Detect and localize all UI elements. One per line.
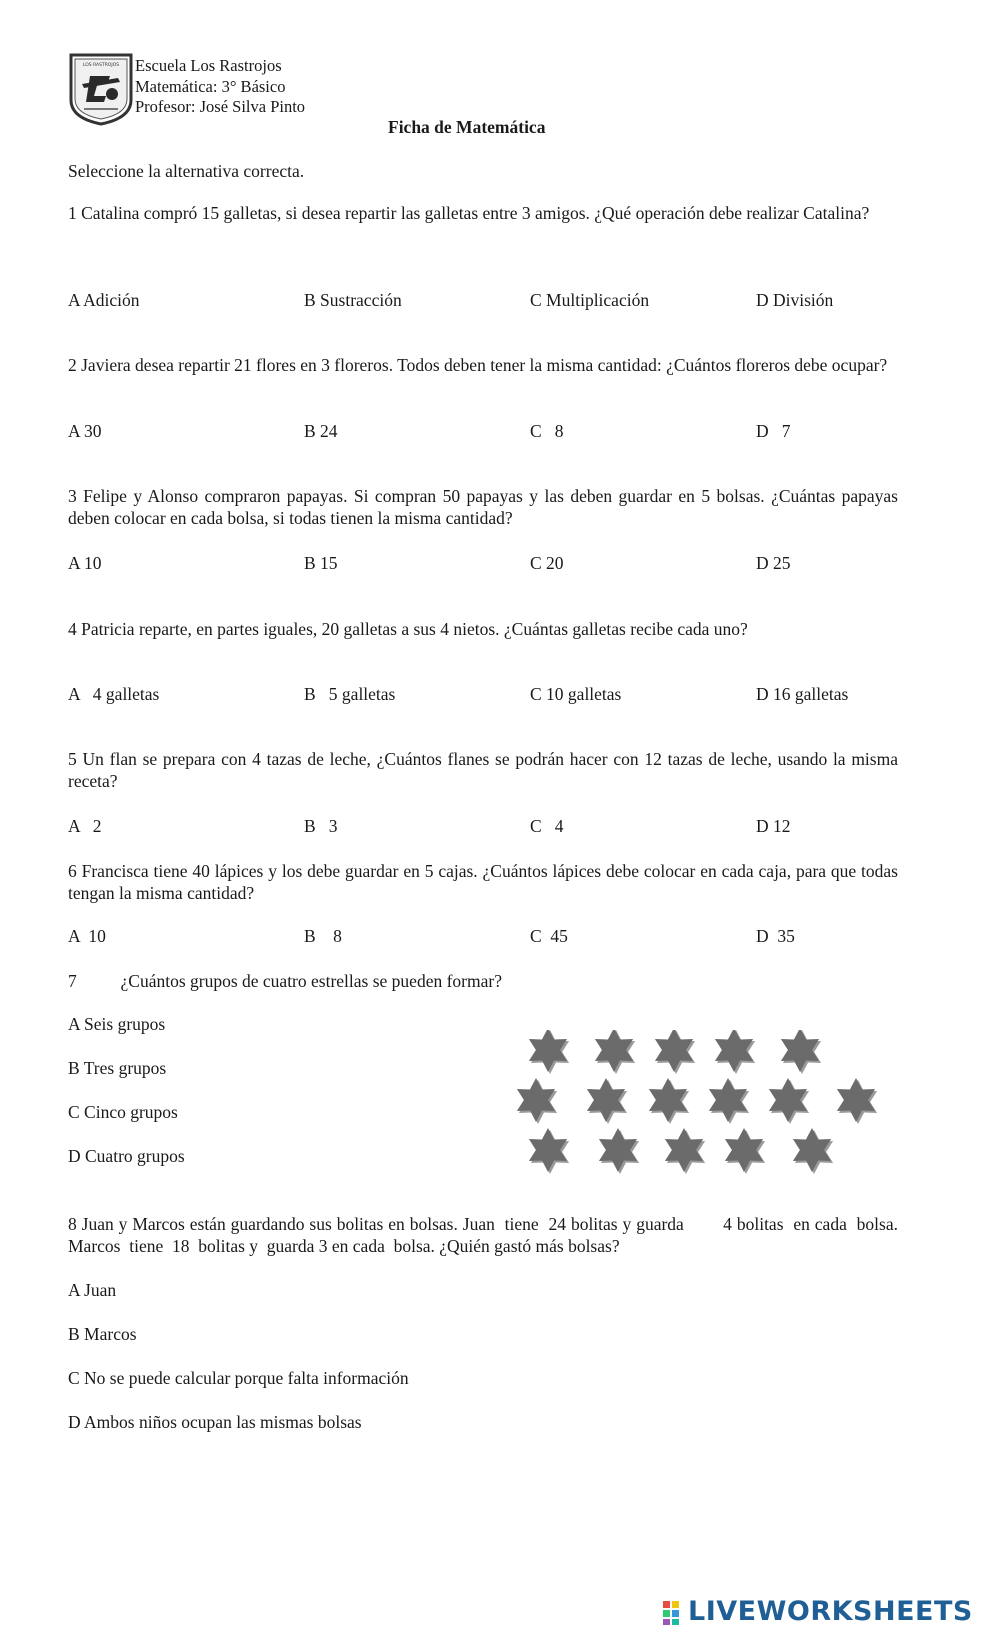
- question-2-option-d[interactable]: D 7: [756, 421, 791, 441]
- question-3-option-d[interactable]: D 25: [756, 553, 791, 573]
- question-4-option-d[interactable]: D 16 galletas: [756, 684, 849, 704]
- question-6-option-b[interactable]: B 8: [304, 926, 342, 946]
- question-1-option-c[interactable]: C Multiplicación: [530, 290, 650, 310]
- question-4-option-b[interactable]: B 5 galletas: [304, 684, 396, 704]
- question-4-text: 4 Patricia reparte, en partes iguales, 20 galletas a sus 4 nietos. ¿Cuántas galletas recibe cada uno?: [68, 619, 748, 639]
- question-1-option-a[interactable]: A Adición: [68, 290, 140, 310]
- question-1-option-d[interactable]: D División: [756, 290, 834, 310]
- question-4-option-c[interactable]: C 10 galletas: [530, 684, 622, 704]
- question-3-option-c[interactable]: C 20: [530, 553, 564, 573]
- question-6-option-a[interactable]: A 10: [68, 926, 106, 946]
- page-title: Ficha de Matemática: [388, 117, 546, 137]
- liveworksheets-brand[interactable]: LIVEWORKSHEETS: [688, 1596, 973, 1627]
- question-2-option-c[interactable]: C 8: [530, 421, 564, 441]
- question-3-option-a[interactable]: A 10: [68, 553, 102, 573]
- question-1-option-b[interactable]: B Sustracción: [304, 290, 402, 310]
- instruction: Seleccione la alternativa correcta.: [68, 161, 305, 181]
- teacher-name: Profesor: José Silva Pinto: [135, 97, 306, 116]
- question-2-text: 2 Javiera desea repartir 21 flores en 3 floreros. Todos deben tener la misma cantidad: ¿Cuántos floreros debe ocupar?: [68, 355, 888, 375]
- question-7-option-a[interactable]: A Seis grupos: [68, 1014, 166, 1034]
- liveworksheets-logo-icon: [662, 1600, 688, 1626]
- question-8-option-a[interactable]: A Juan: [68, 1280, 117, 1300]
- question-8-text: 8 Juan y Marcos están guardando sus bolitas en bolsas. Juan tiene 24 bolitas y guarda 4 bolitas en cada bolsa. Marcos tiene 18 bolitas y guarda 3 en cada bolsa. ¿Quién gastó más bolsas?: [68, 1214, 907, 1256]
- question-8-option-b[interactable]: B Marcos: [68, 1324, 137, 1344]
- question-6-option-c[interactable]: C 45: [530, 926, 568, 946]
- question-7-option-c[interactable]: C Cinco grupos: [68, 1102, 178, 1122]
- question-5-option-d[interactable]: D 12: [756, 816, 791, 836]
- subject-grade: Matemática: 3° Básico: [135, 77, 286, 96]
- school-crest-logo: [68, 52, 134, 126]
- question-5-text: 5 Un flan se prepara con 4 tazas de leche, ¿Cuántos flanes se podrán hacer con 12 tazas de leche, usando la misma receta?: [68, 749, 898, 791]
- question-7-option-d[interactable]: D Cuatro grupos: [68, 1146, 185, 1166]
- stars-illustration: [512, 1030, 902, 1200]
- question-5-option-c[interactable]: C 4: [530, 816, 564, 836]
- question-6-text: 6 Francisca tiene 40 lápices y los debe guardar en 5 cajas. ¿Cuántos lápices debe colocar en cada caja, para que todas tengan la misma cantidad?: [68, 861, 898, 903]
- question-4-option-a[interactable]: A 4 galletas: [68, 684, 160, 704]
- question-8-option-c[interactable]: C No se puede calcular porque falta información: [68, 1368, 409, 1388]
- question-7-option-b[interactable]: B Tres grupos: [68, 1058, 167, 1078]
- question-8-option-d[interactable]: D Ambos niños ocupan las mismas bolsas: [68, 1412, 362, 1432]
- question-3-option-b[interactable]: B 15: [304, 553, 338, 573]
- school-name: Escuela Los Rastrojos: [135, 56, 282, 75]
- question-2-option-a[interactable]: A 30: [68, 421, 102, 441]
- question-6-option-d[interactable]: D 35: [756, 926, 795, 946]
- question-2-option-b[interactable]: B 24: [304, 421, 338, 441]
- logo-text: LOS RASTROJOS: [82, 63, 120, 68]
- question-5-option-a[interactable]: A 2: [68, 816, 102, 836]
- question-7-text: 7 ¿Cuántos grupos de cuatro estrellas se pueden formar?: [68, 971, 502, 991]
- question-3-text: 3 Felipe y Alonso compraron papayas. Si compran 50 papayas y las deben guardar en 5 bolsas. ¿Cuántas papayas deben colocar en cada bolsa, si todas tienen la misma cantidad?: [68, 486, 898, 528]
- question-1-text: 1 Catalina compró 15 galletas, si desea repartir las galletas entre 3 amigos. ¿Qué operación debe realizar Catalina?: [68, 203, 870, 223]
- question-5-option-b[interactable]: B 3: [304, 816, 338, 836]
